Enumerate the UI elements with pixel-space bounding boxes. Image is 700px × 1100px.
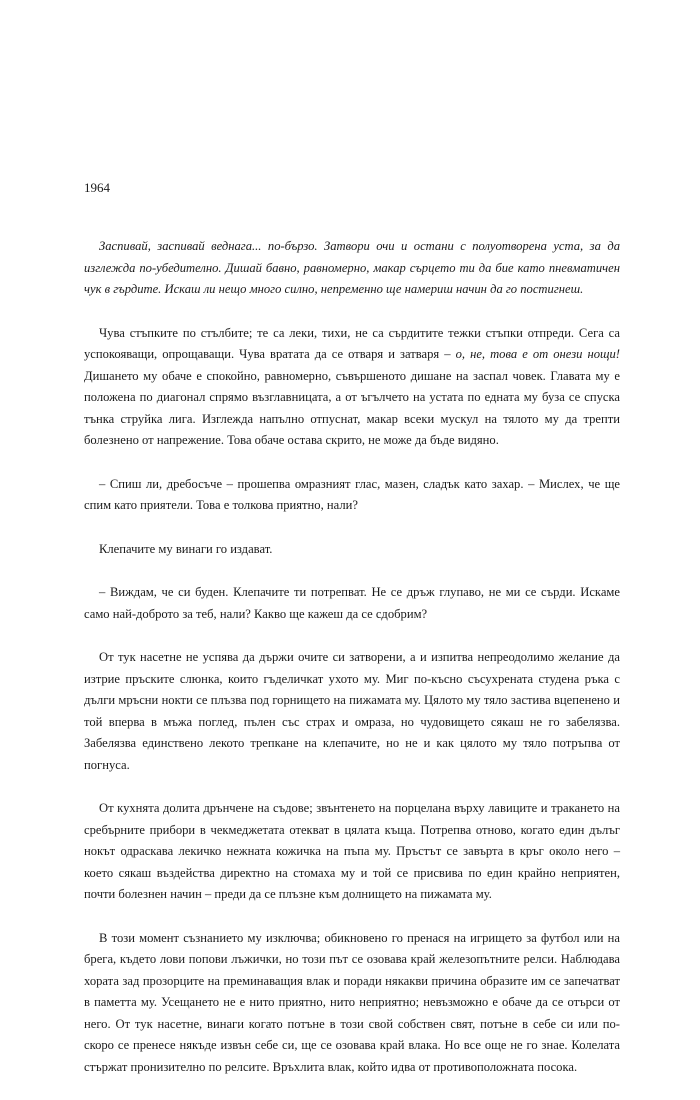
paragraph-text: Дишането му обаче е спокойно, равномерно, съвършеното дишане на заспал човек. Главата му е положена по диагонал спрямо възглавницата, а от ъгълчето на устата по едната му буза се спуска тънка струйка лига. Изглежда напълно отпуснат, макар всеки мускул на тялото му да трепти болезнено от напрежение. Това обаче остава скрито, не може да бъде видяно. (84, 368, 620, 447)
paragraph-whisper: – Спиш ли, дребосъче – прошепва омразният глас, мазен, сладък като захар. – Мислех, че ще спим като приятели. Това е толкова приятно, нали? (84, 476, 620, 512)
document-body (84, 236, 620, 1100)
paragraph-kitchen: От кухнята долита дрънчене на съдове; звънтенето на порцелана върху лавиците и тракането на сребърните прибори в чекмеджетата отекват в цялата къща. Потрепва отново, когато един дълъг нокът одраскава лекичко нежната кожичка на пъпа му. Пръстът се завърта в кръг около него – което сякаш въздейства директно на стомаха му и той се присвива по един крайно неприятен, почти болезнен начин – преди да се плъзне към долнището на пижамата му. (84, 801, 620, 901)
italic-exclamation: – о, не, това е от онези нощи! (444, 347, 620, 361)
paragraph-hand: От тук насетне не успява да държи очите си затворени, а и изпитва непреодолимо желание да изтрие пръските слюнка, които гъделичкат ухото му. Миг по-късно съсухрената студена ръка с дълги мръсни нокти се плъзва под горнището на пижамата му. Цялото му тяло застива вцепенено и той вперва в мъжа поглед, пълен със страх и омраза, но чудовището сякаш не го забелязва. Забелязва единствено лекото трепкане на клепачите, но не и как цялото му тяло потръпва от погнуса. (84, 650, 620, 772)
paragraph-text: Чува стъпките по стълбите; те са леки, тихи, не са сърдитите тежки стъпки отпреди. Сега са успокояващи, опрощаващи. Чува вратата да се отваря и затваря (84, 325, 620, 361)
chapter-year: 1964 (84, 180, 110, 195)
paragraph-footsteps (84, 323, 620, 452)
paragraph-eyelids: Клепачите му винаги го издават. (99, 541, 273, 556)
paragraph-awake: – Виждам, че си буден. Клепачите ти потрепват. Не се дръж глупаво, не ми се сърди. Искаме само най-доброто за теб, нали? Какво ще кажеш да се сдобрим? (84, 585, 620, 621)
paragraph-train: В този момент съзнанието му изключва; обикновено го пренася на игрището за футбол или на брега, където лови попови лъжички, но този път се озовава край железопътните релси. Наблюдава хората зад прозорците на преминаващия влак и поради някакви причина образите им се запечатват в паметта му. Усещането не е нито приятно, нито неприятно; невъзможно е обаче да се отърси от него. От тук насетне, винаги когато потъне в този свой собствен свят, потъне в себе си или по-скоро се пренесе някъде извън себе си, ще се озовава край влака. Но все още не го знае. Колелата стържат пронизително по релсите. Връхлита влак, който идва от противоположната посока. (84, 930, 620, 1074)
intro-paragraph: Заспивай, заспивай веднага... по-бързо. Затвори очи и остани с полуотворена уста, за да изглежда по-убедително. Дишай бавно, равномерно, макар сърцето ти да бие като пневматичен чук в гърдите. Искаш ли нещо много силно, непременно ще намериш начин да го постигнеш. (84, 239, 620, 296)
